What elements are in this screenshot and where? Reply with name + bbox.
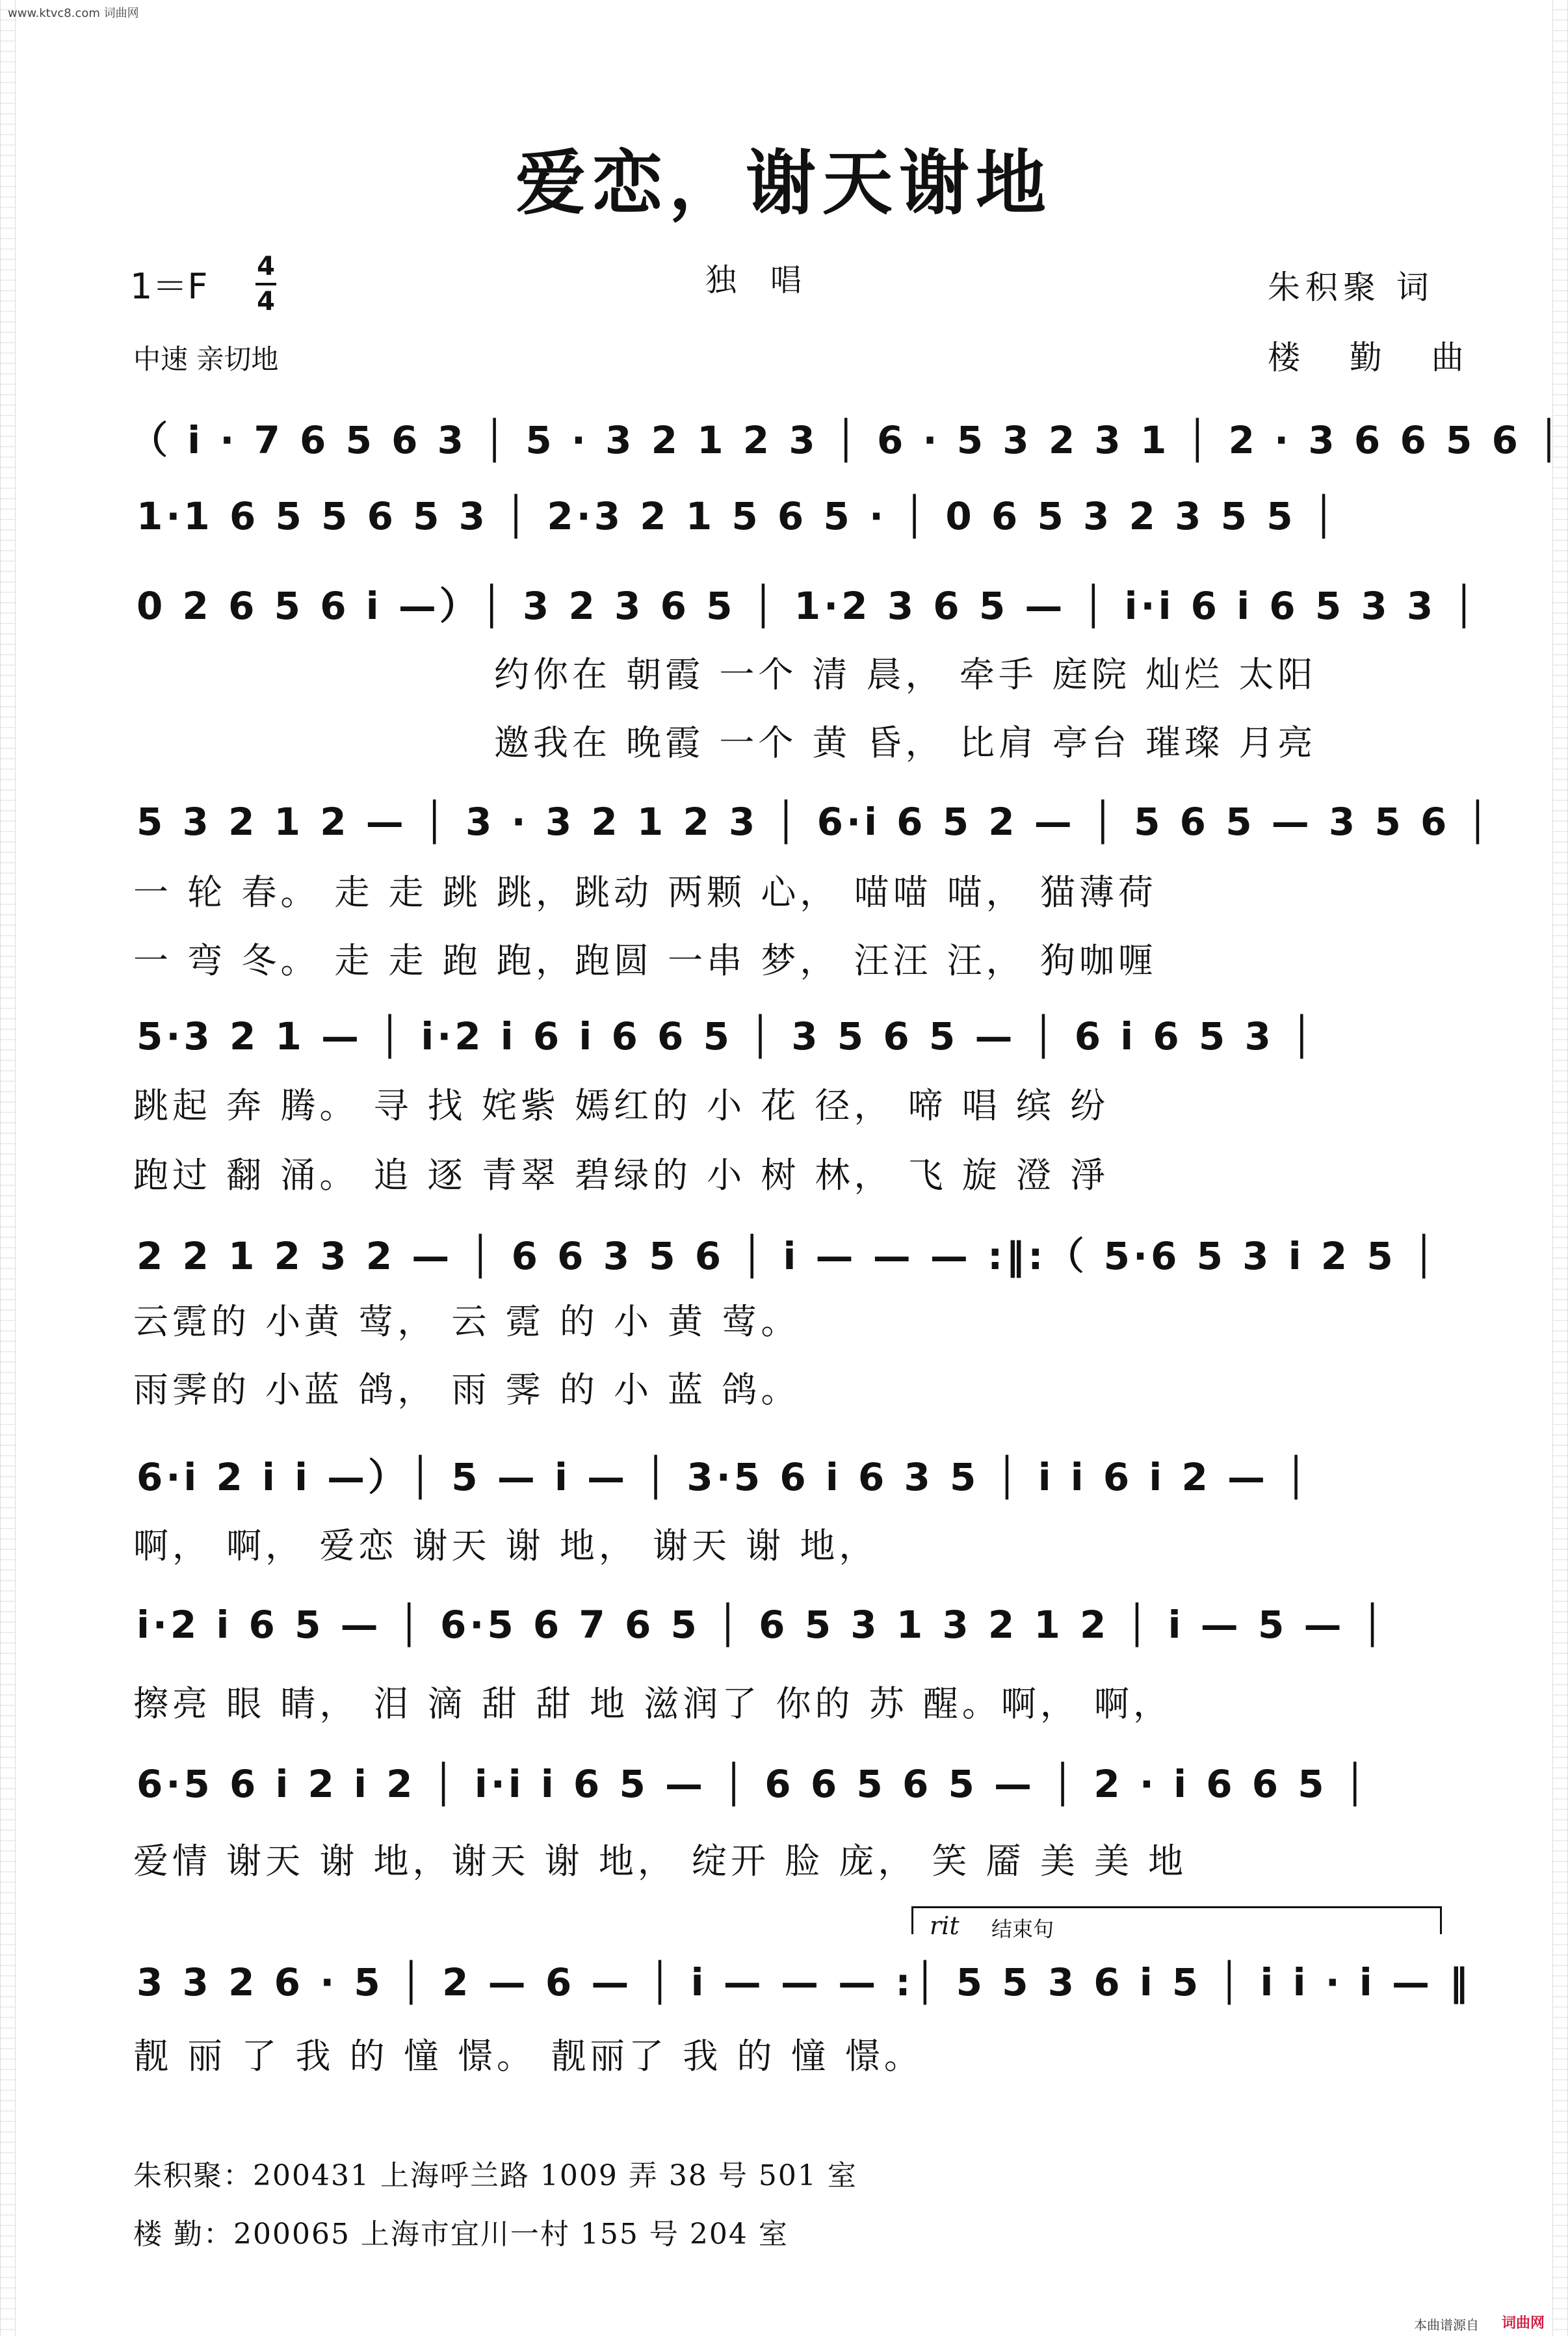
coda-label: 结束句 — [991, 1917, 1054, 1941]
key-signature: 1＝F — [130, 266, 208, 307]
rit-marking: rit — [930, 1911, 960, 1940]
address-composer: 楼 勤：200065 上海市宜川一村 155 号 204 室 — [133, 2218, 789, 2251]
lyric-row-6-verse-2: 雨霁的 小蓝 鸽， 雨 霁 的 小 蓝 鸽。 — [133, 1369, 800, 1410]
lyric-row-5-verse-1: 跳起 奔 腾。 寻 找 姹紫 嫣红的 小 花 径， 啼 唱 缤 纷 — [133, 1085, 1110, 1126]
time-signature-bottom: 4 — [257, 287, 275, 317]
lyric-row-9: 爱情 谢天 谢 地，谢天 谢 地， 绽开 脸 庞， 笑 靥 美 美 地 — [133, 1841, 1188, 1882]
lyric-row-3-verse-2: 邀我在 晚霞 一个 黄 昏， 比肩 亭台 璀璨 月亮 — [494, 722, 1317, 763]
footer-source-text: 本曲谱源自 — [1414, 2317, 1479, 2333]
notation-row-7: 6·i 2 i i —）│ 5 — i — │ 3·5 6 i 6 3 5 │ i i 6 i 2 — │ — [137, 1455, 1311, 1499]
notation-row-5: 5·3 2 1 — │ i·2 i 6 i 6 6 5 │ 3 5 6 5 — │ 6 i 6 5 3 │ — [137, 1014, 1316, 1058]
lyric-row-7: 啊， 啊， 爱恋 谢天 谢 地， 谢天 谢 地， — [133, 1525, 878, 1566]
left-margin-strip — [0, 0, 16, 2336]
composer-credit: 楼 勤 曲 — [1268, 339, 1483, 376]
site-url: www.ktvc8.com 词曲网 — [8, 7, 139, 20]
notation-row-3: 0 2 6 5 6 i —）│ 3 2 3 6 5 │ 1·2 3 6 5 — │ i·i 6 i 6 5 3 3 │ — [137, 584, 1479, 628]
lyric-row-6-verse-1: 云霓的 小黄 莺， 云 霓 的 小 黄 莺。 — [133, 1301, 800, 1342]
notation-row-9: 6·5 6 i 2 i 2 │ i·i i 6 5 — │ 6 6 5 6 5 — │ 2 · i 6 6 5 │ — [137, 1762, 1370, 1806]
lyric-row-10: 靓 丽 了 我 的 憧 憬。 靓丽了 我 的 憧 憬。 — [133, 2036, 923, 2077]
song-title: 爱恋，谢天谢地 — [515, 142, 1052, 224]
time-signature-top: 4 — [257, 252, 275, 282]
lyric-row-4-verse-2: 一 弯 冬。 走 走 跑 跑，跑圆 一串 梦， 汪汪 汪， 狗咖喱 — [133, 940, 1157, 981]
time-signature — [255, 252, 276, 316]
notation-row-10: 3 3 2 6 · 5 │ 2 — 6 — │ i — — — :│ 5 5 3 6 i 5 │ i i · i — ‖ — [137, 1960, 1472, 2004]
notation-row-2: 1·1 6 5 5 6 5 3 │ 2·3 2 1 5 6 5 · │ 0 6 5 3 2 3 5 5 │ — [137, 494, 1339, 538]
performance-form: 独唱 — [705, 262, 836, 298]
address-lyricist: 朱积聚：200431 上海呼兰路 1009 弄 38 号 501 室 — [133, 2159, 857, 2192]
lyric-row-4-verse-1: 一 轮 春。 走 走 跳 跳，跳动 两颗 心， 喵喵 喵， 猫薄荷 — [133, 872, 1157, 913]
tempo-marking: 中速 亲切地 — [133, 343, 279, 375]
notation-row-1: （ i · 7 6 5 6 3 │ 5 · 3 2 1 2 3 │ 6 · 5 3 2 3 1 │ 2 · 3 6 6 5 6 │ — [130, 418, 1564, 462]
notation-row-8: i·2 i 6 5 — │ 6·5 6 7 6 5 │ 6 5 3 1 3 2 1 2 │ i — 5 — │ — [137, 1603, 1387, 1647]
lyric-row-8: 擦亮 眼 睛， 泪 滴 甜 甜 地 滋润了 你的 苏 醒。啊， 啊， — [133, 1683, 1172, 1724]
lyric-row-5-verse-2: 跑过 翻 涌。 追 逐 青翠 碧绿的 小 树 林， 飞 旋 澄 淨 — [133, 1155, 1110, 1196]
notation-row-4: 5 3 2 1 2 — │ 3 · 3 2 1 2 3 │ 6·i 6 5 2 — │ 5 6 5 — 3 5 6 │ — [137, 800, 1493, 844]
footer-site-logo[interactable]: 词曲网 — [1502, 2315, 1545, 2331]
notation-row-6: 2 2 1 2 3 2 — │ 6 6 3 5 6 │ i — — — :‖:（ 5·6 5 3 i 2 5 │ — [137, 1234, 1439, 1278]
lyric-row-3-verse-1: 约你在 朝霞 一个 清 晨， 牵手 庭院 灿烂 太阳 — [494, 654, 1317, 695]
right-margin-strip — [1552, 0, 1568, 2336]
lyricist-credit: 朱积聚 词 — [1268, 269, 1434, 306]
